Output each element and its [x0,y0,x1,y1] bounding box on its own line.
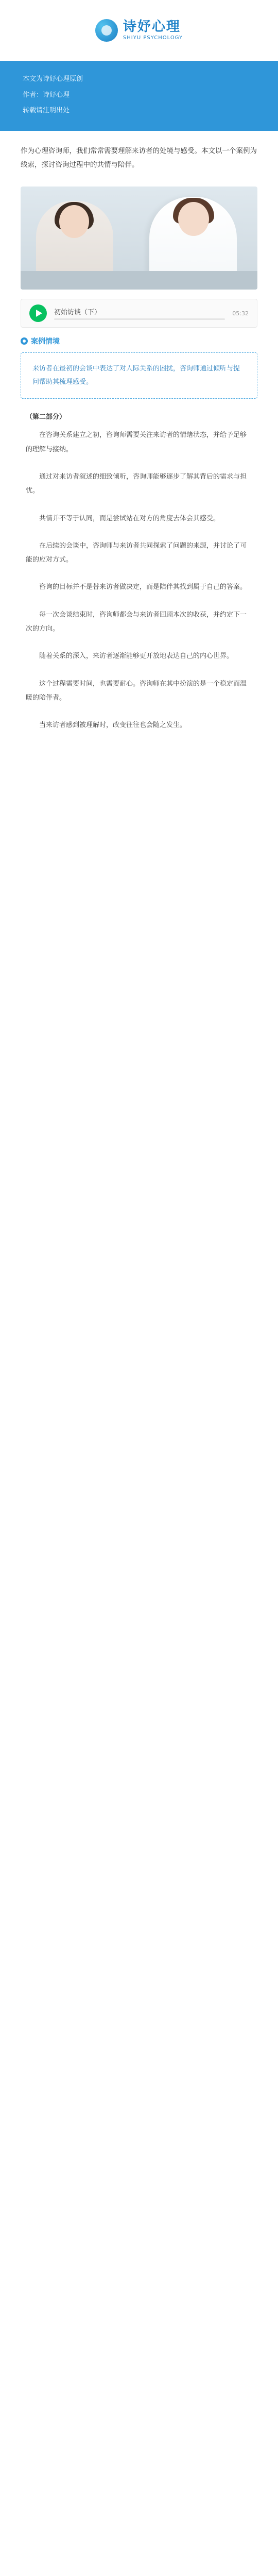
intro-line: 作者：诗妤心理 [23,91,70,99]
section-heading [21,336,257,346]
brand-logo [95,19,183,42]
table-surface [21,271,257,290]
bullet-icon [21,337,28,345]
logo-icon [95,19,118,42]
audio-player[interactable] [21,299,257,328]
body-paragraph: 当来访者感到被理解时，改变往往也会随之发生。 [39,721,187,730]
audio-progress-bar[interactable] [54,318,225,320]
audio-title: 初始访谈（下） [54,309,101,317]
body-paragraph: 共情并不等于认同，而是尝试站在对方的角度去体会其感受。 [39,514,220,522]
intro-band [0,61,278,131]
body-paragraph: 在后续的会谈中，咨询师与来访者共同探索了问题的来源，并讨论了可能的应对方式。 [26,541,247,564]
intro-line: 本文为诗妤心理原创 [23,75,83,83]
brand-name: 诗妤心理 [123,19,181,35]
audio-duration: 05:32 [232,310,249,317]
play-icon[interactable] [29,304,47,322]
body-heading: （第二部分） [26,413,66,421]
body-paragraph: 随着关系的深入，来访者逐渐能够更开放地表达自己的内心世界。 [39,652,234,660]
body-paragraph: 咨询的目标并不是替来访者做决定，而是陪伴其找到属于自己的答案。 [39,583,247,591]
body-paragraph: 在咨询关系建立之初，咨询师需要关注来访者的情绪状态，并给予足够的理解与接纳。 [26,431,247,453]
body-paragraph: 每一次会谈结束时，咨询师都会与来访者回顾本次的收获，并约定下一次的方向。 [26,611,247,633]
case-box: 来访者在最初的会谈中表达了对人际关系的困扰，咨询师通过倾听与提问帮助其梳理感受。 [21,352,257,399]
section-label: 案例情境 [31,337,60,346]
article-body [0,399,278,732]
lead-paragraph: 作为心理咨询师，我们常常需要理解来访者的处境与感受。本文以一个案例为线索，探讨咨询过程中的共情与陪伴。 [21,147,257,170]
intro-line: 转载请注明出处 [23,107,70,115]
brand-subtitle: SHIYU PSYCHOLOGY [123,35,183,41]
body-paragraph: 这个过程需要时间，也需要耐心。咨询师在其中扮演的是一个稳定而温暖的陪伴者。 [26,680,247,702]
header [0,0,278,61]
consultation-photo [21,187,257,290]
body-paragraph: 通过对来访者叙述的细致倾听，咨询师能够逐步了解其背后的需求与担忧。 [26,472,247,495]
